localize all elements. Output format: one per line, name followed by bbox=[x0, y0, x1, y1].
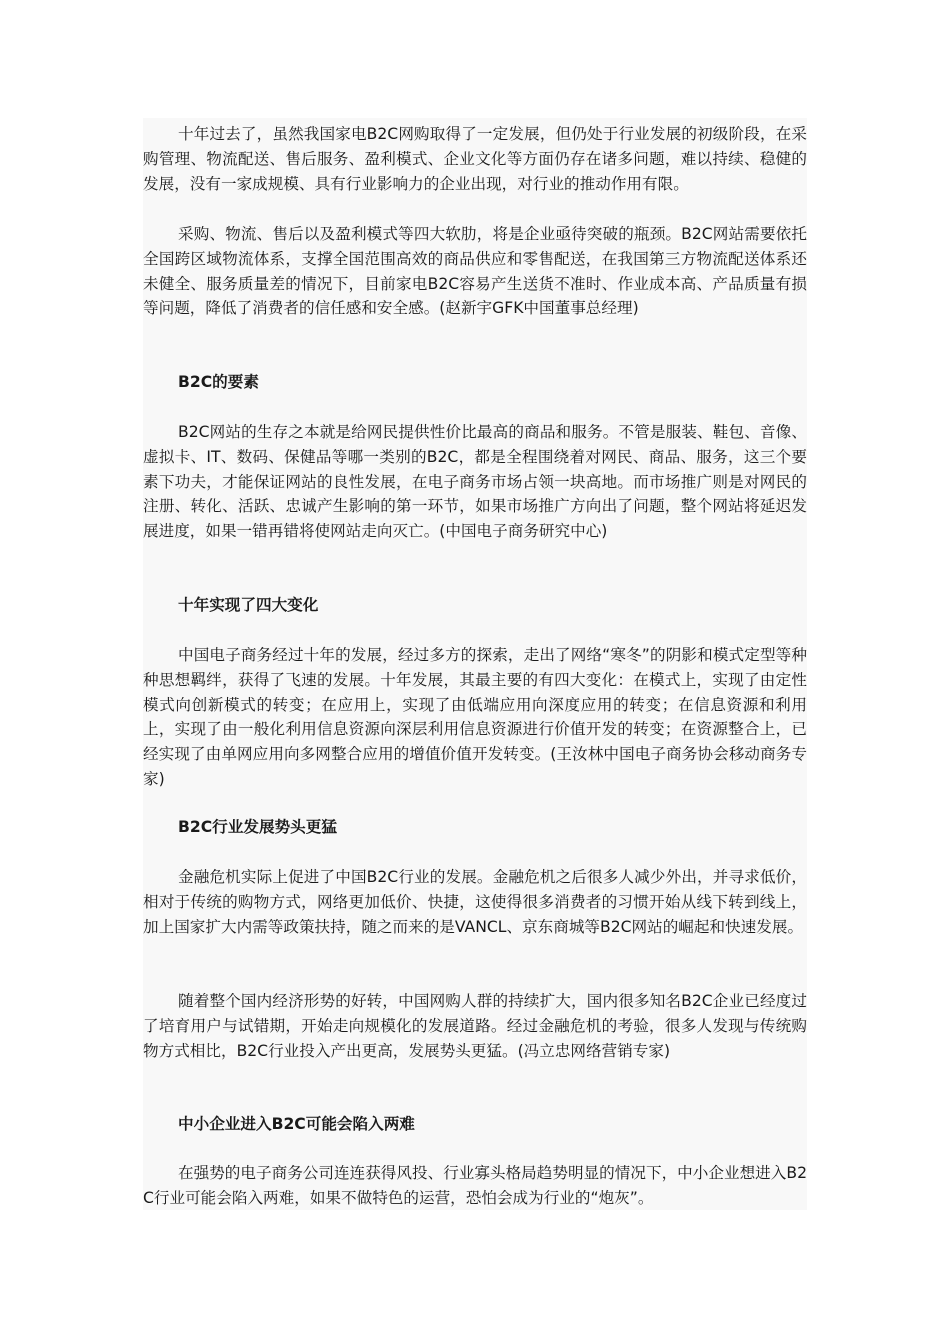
section-heading-changes: 十年实现了四大变化 bbox=[178, 596, 319, 614]
paragraph-changes: 中国电子商务经过十年的发展，经过多方的探索，走出了网络“寒冬”的阴影和模式定型等种种思想羁绊，获得了飞速的发展。十年发展，其最主要的有四大变化：在模式上，实现了由定性模式向创新模式的转变；在应用上，实现了由低端应用向深度应用的转变；在信息资源和利用上，实现了由一般化利用信息资源向深层利用信息资源进行价值开发的转变；在资源整合上，已经实现了由单网应用向多网整合应用的增值价值开发转变。(王汝林中国电子商务协会移动商务专家) bbox=[143, 646, 807, 788]
paragraph-financial-crisis: 金融危机实际上促进了中国B2C行业的发展。金融危机之后很多人减少外出，并寻求低价，相对于传统的购物方式，网络更加低价、快捷，这使得很多消费者的习惯开始从线下转到线上，加上国家扩大内需等政策扶持，随之而来的是VANCL、京东商城等B2C网站的崛起和快速发展。 bbox=[143, 868, 807, 936]
paragraph-elements: B2C网站的生存之本就是给网民提供性价比最高的商品和服务。不管是服装、鞋包、音像、虚拟卡、IT、数码、保健品等哪一类别的B2C，都是全程围绕着对网民、商品、服务，这三个要素下功夫，才能保证网站的良性发展，在电子商务市场占领一块高地。而市场推广则是对网民的注册、转化、活跃、忠诚产生影响的第一环节，如果市场推广方向出了问题，整个网站将延迟发展进度，如果一错再错将使网站走向灭亡。(中国电子商务研究中心) bbox=[143, 423, 807, 541]
article-body bbox=[143, 118, 807, 1210]
section-heading-elements: B2C的要素 bbox=[178, 373, 259, 391]
paragraph-weaknesses: 采购、物流、售后以及盈利模式等四大软肋，将是企业亟待突破的瓶颈。B2C网站需要依托全国跨区域物流体系，支撑全国范围高效的商品供应和零售配送，在我国第三方物流配送体系还未健全、服务质量差的情况下，目前家电B2C容易产生送货不准时、作业成本高、产品质量有损等问题，降低了消费者的信任感和安全感。(赵新宇GFK中国董事总经理) bbox=[143, 225, 807, 318]
paragraph-intro: 十年过去了，虽然我国家电B2C网购取得了一定发展，但仍处于行业发展的初级阶段，在采购管理、物流配送、售后服务、盈利模式、企业文化等方面仍存在诸多问题，难以持续、稳健的发展，没有一家成规模、具有行业影响力的企业出现，对行业的推动作用有限。 bbox=[143, 125, 807, 193]
section-heading-growth: B2C行业发展势头更猛 bbox=[178, 818, 337, 836]
paragraph-economic-recovery: 随着整个国内经济形势的好转，中国网购人群的持续扩大，国内很多知名B2C企业已经度过了培育用户与试错期，开始走向规模化的发展道路。经过金融危机的考验，很多人发现与传统购物方式相比，B2C行业投入产出更高，发展势头更猛。(冯立忠网络营销专家) bbox=[143, 992, 807, 1060]
paragraph-sme-dilemma: 在强势的电子商务公司连连获得风投、行业寡头格局趋势明显的情况下，中小企业想进入B2C行业可能会陷入两难，如果不做特色的运营，恐怕会成为行业的“炮灰”。 bbox=[143, 1164, 807, 1207]
section-heading-sme-dilemma: 中小企业进入B2C可能会陷入两难 bbox=[178, 1115, 415, 1133]
